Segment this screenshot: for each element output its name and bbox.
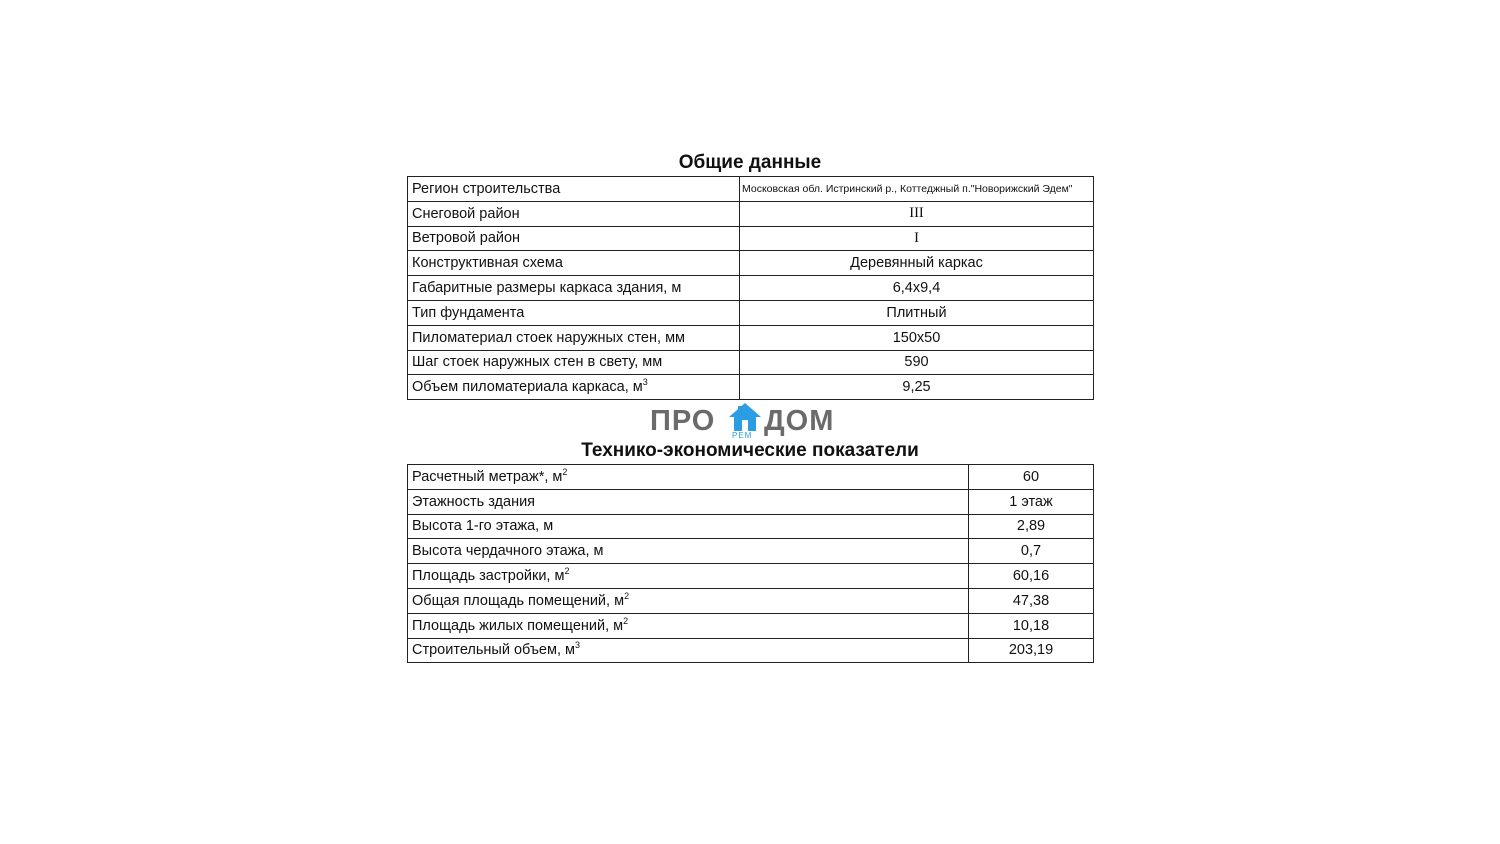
table-row [408,375,1094,400]
row-label: Площадь застройки, м [412,568,565,585]
table-row [408,539,1094,564]
table-row [408,251,1094,276]
row-value: 1 этаж [969,489,1094,514]
row-value: 0,7 [969,539,1094,564]
row-label-cell [408,613,969,638]
table-row [408,201,1094,226]
unit-exponent: 2 [562,467,568,478]
unit-exponent: 2 [564,566,570,577]
table-row [408,226,1094,251]
row-label: Строительный объем, м [412,642,575,659]
row-value: 60 [969,465,1094,490]
unit-exponent: 2 [623,615,629,626]
tech-econ-title: Технико-экономические показатели [581,440,919,461]
row-label: Высота чердачного этажа, м [408,539,969,564]
table-row [408,177,1094,202]
row-label: Площадь жилых помещений, м [412,617,624,634]
row-value: 203,19 [969,638,1094,663]
row-label-cell [408,638,969,663]
row-value: 6,4x9,4 [740,276,1094,301]
row-label-cell [408,588,969,613]
row-value: 47,38 [969,588,1094,613]
logo-subtitle: РЕМ [732,431,753,440]
table-row [408,613,1094,638]
table-row [408,514,1094,539]
row-label: Общая площадь помещений, м [412,592,625,609]
logo-word-pro: ПРО [650,405,716,437]
table-row [408,300,1094,325]
row-value: 150x50 [740,325,1094,350]
house-icon [728,402,762,432]
general-data-table [407,176,1094,400]
row-label: Высота 1-го этажа, м [408,514,969,539]
row-value: 9,25 [740,375,1094,400]
row-label-cell [408,465,969,490]
row-label: Габаритные размеры каркаса здания, м [408,276,740,301]
prodom-logo [648,402,852,442]
row-label: Тип фундамента [408,300,740,325]
unit-exponent: 2 [624,591,630,602]
row-value: Деревянный каркас [740,251,1094,276]
row-value: III [740,201,1094,226]
tech-econ-table [407,464,1094,663]
row-label-cell [408,375,740,400]
general-data-title: Общие данные [678,152,822,173]
row-label: Этажность здания [408,489,969,514]
unit-exponent: 3 [642,377,648,388]
row-value: 60,16 [969,564,1094,589]
row-value: 590 [740,350,1094,375]
row-value: Плитный [740,300,1094,325]
logo-word-dom: ДОМ [764,405,835,437]
table-row [408,465,1094,490]
table-row [408,276,1094,301]
table-row [408,350,1094,375]
row-label: Шаг стоек наружных стен в свету, мм [408,350,740,375]
table-row [408,325,1094,350]
row-value: 10,18 [969,613,1094,638]
row-value: Московская обл. Истринский р., Коттеджный п."Новорижский Эдем" [740,177,1094,202]
row-label-cell [408,564,969,589]
row-label: Регион строительства [408,177,740,202]
table-row [408,638,1094,663]
row-label: Объем пиломатериала каркаса, м [412,379,643,396]
table-row [408,588,1094,613]
row-value: 2,89 [969,514,1094,539]
row-label: Ветровой район [408,226,740,251]
row-label: Конструктивная схема [408,251,740,276]
row-value: I [740,226,1094,251]
row-label: Снеговой район [408,201,740,226]
unit-exponent: 3 [574,640,580,651]
row-label: Расчетный метраж*, м [412,468,563,485]
table-row [408,564,1094,589]
row-label: Пиломатериал стоек наружных стен, мм [408,325,740,350]
table-row [408,489,1094,514]
